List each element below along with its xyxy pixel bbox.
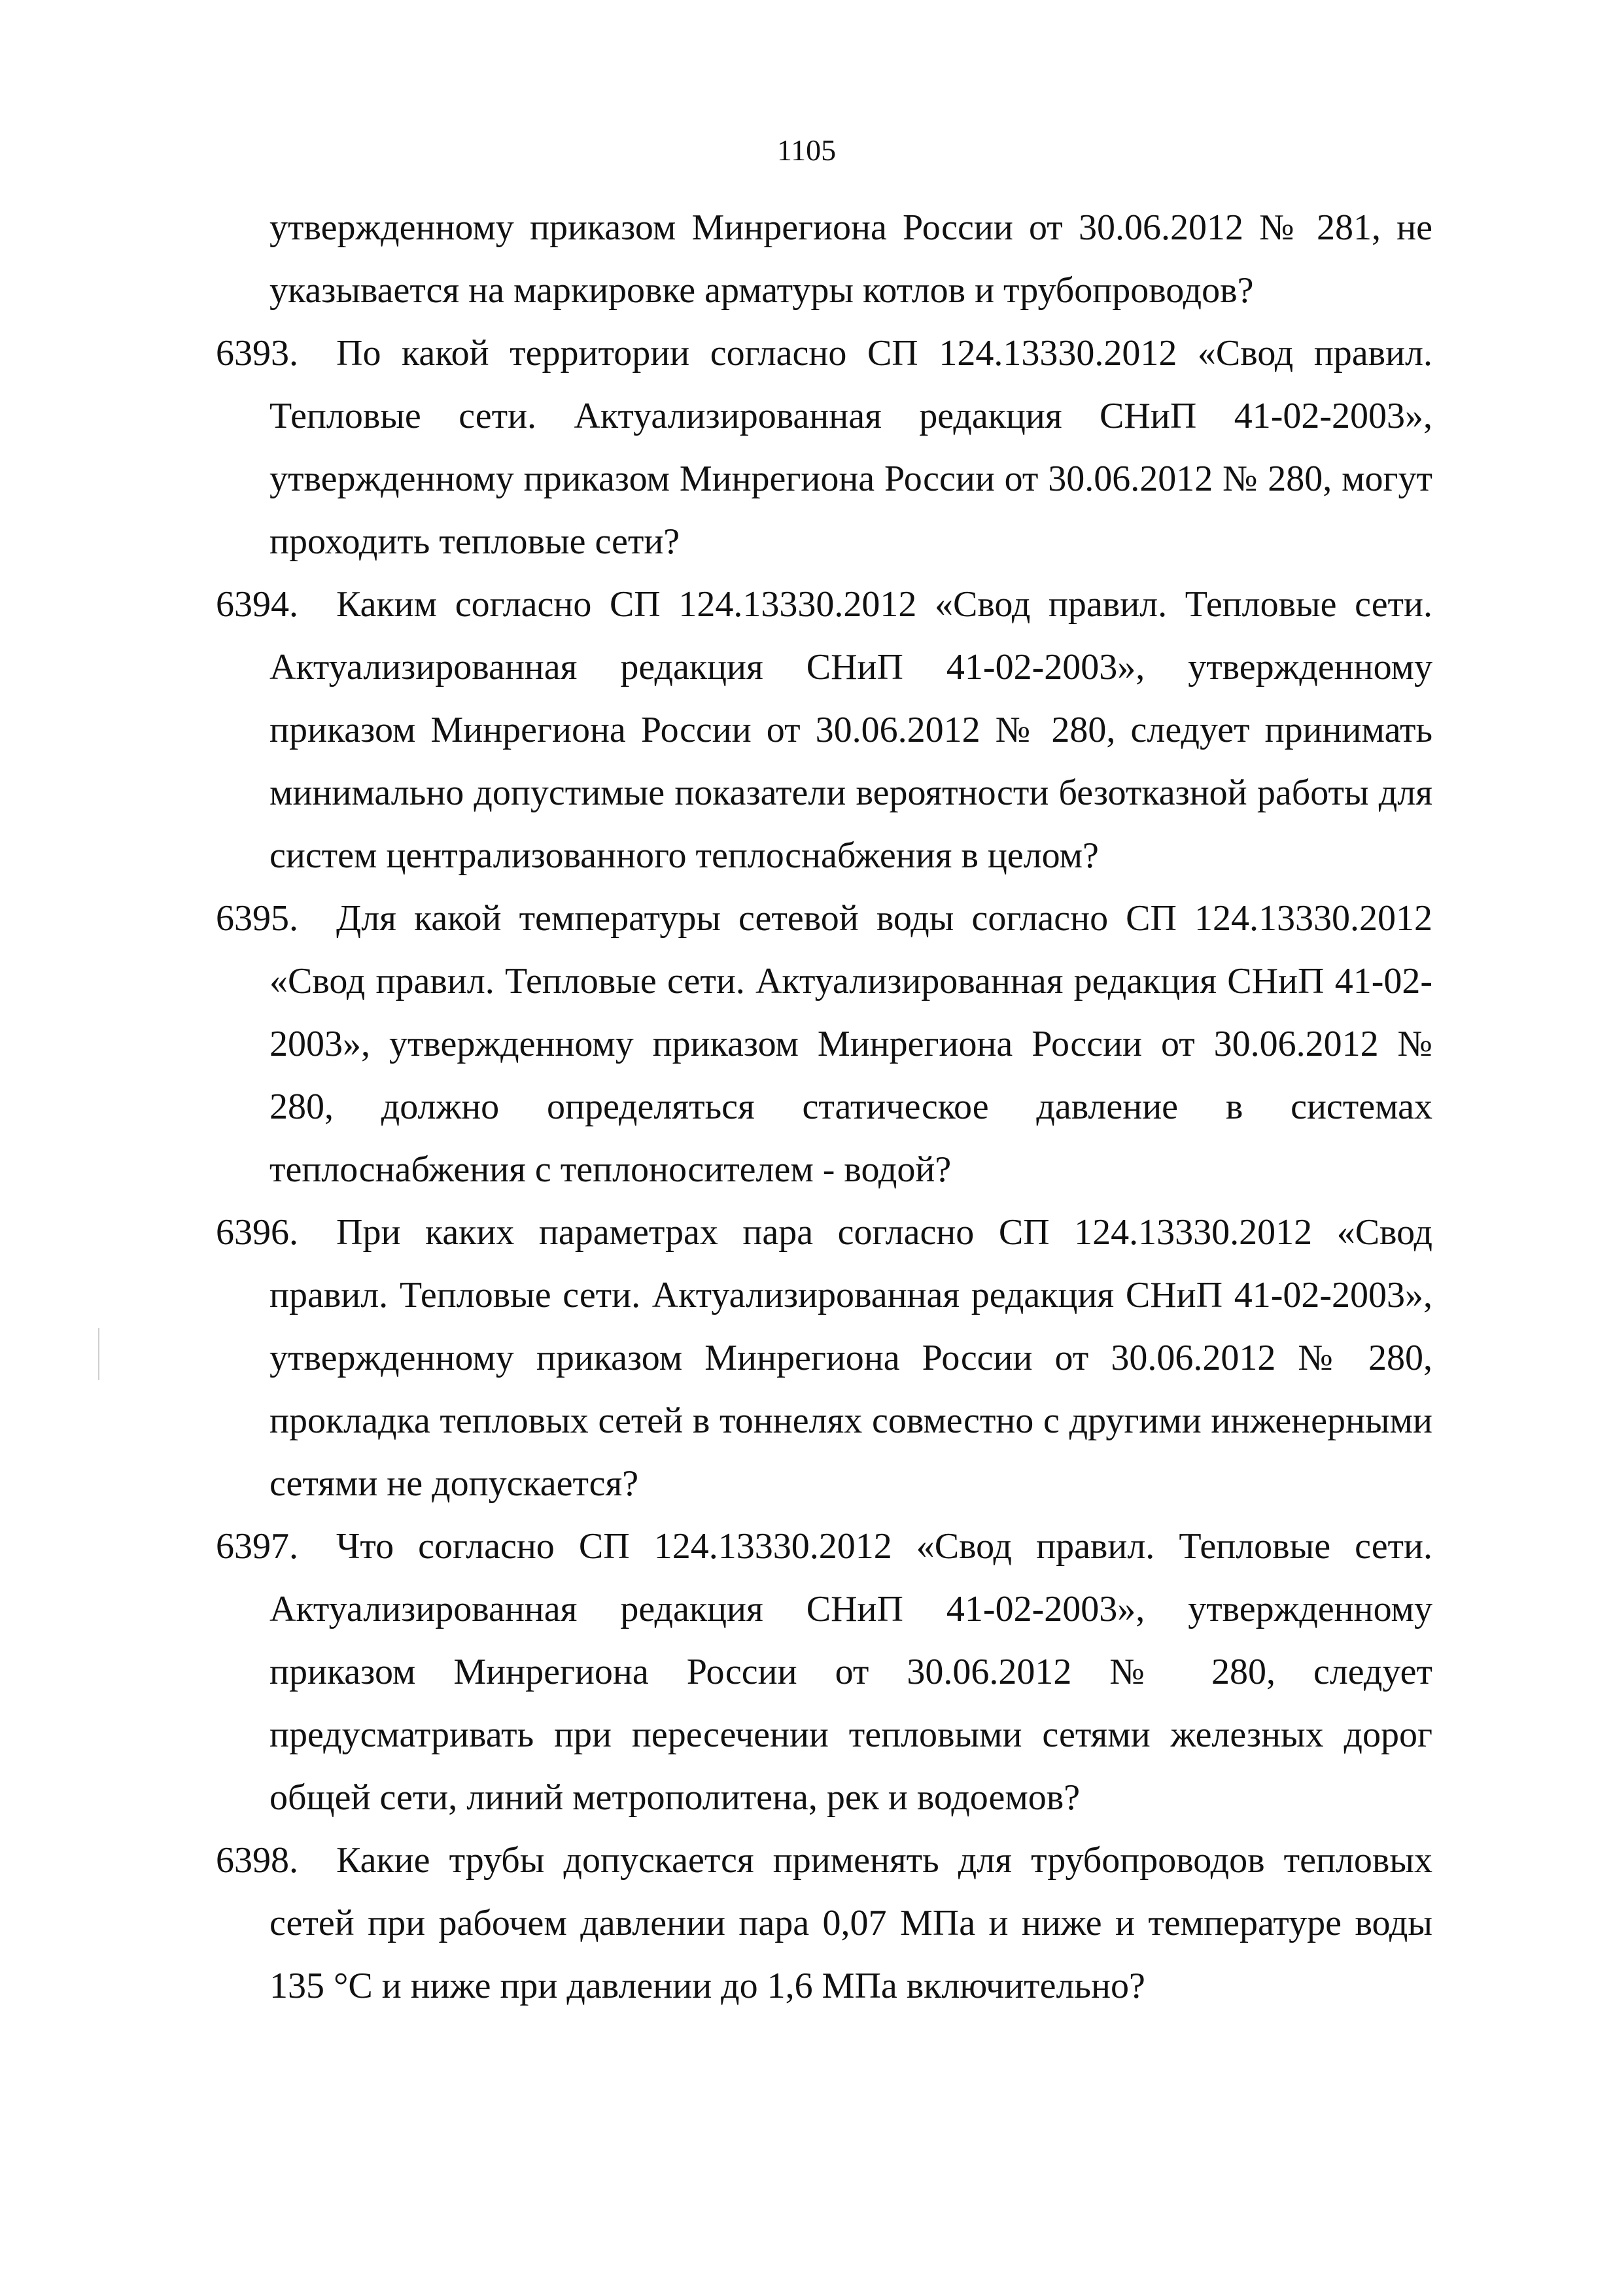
- question-text: Каким согласно СП 124.13330.2012 «Свод правил. Тепловые сети. Актуализированная редакция СНиП 41-02-2003», утвержденному приказом Минрегиона России от 30.06.2012 № 280, следует принимать минимально допустимые показатели вероятности безотказной работы для систем централизованного теплоснабжения в целом?: [269, 584, 1432, 876]
- list-item: [216, 573, 1432, 887]
- list-item: [216, 1515, 1432, 1829]
- question-number: 6396.: [216, 1212, 298, 1253]
- question-number: 6393.: [216, 333, 298, 374]
- questions-list: [216, 196, 1432, 2017]
- list-item: [216, 322, 1432, 573]
- list-item: [216, 1201, 1432, 1515]
- list-item: [216, 1829, 1432, 2017]
- question-number: 6398.: [216, 1840, 298, 1881]
- question-number: 6395.: [216, 898, 298, 939]
- page-number: 1105: [776, 133, 837, 167]
- question-text: По какой территории согласно СП 124.13330.2012 «Свод правил. Тепловые сети. Актуализированная редакция СНиП 41-02-2003», утвержденному приказом Минрегиона России от 30.06.2012 № 280, могут проходить тепловые сети?: [269, 333, 1432, 562]
- question-text: Для какой температуры сетевой воды согласно СП 124.13330.2012 «Свод правил. Тепловые сети. Актуализированная редакция СНиП 41-02-2003», утвержденному приказом Минрегиона России от 30.06.2012 № 280, должно определяться статическое давление в системах теплоснабжения с теплоносителем - водой?: [269, 898, 1432, 1190]
- scan-margin-mark: [98, 1328, 99, 1380]
- question-number: 6394.: [216, 584, 298, 625]
- question-text: Что согласно СП 124.13330.2012 «Свод правил. Тепловые сети. Актуализированная редакция СНиП 41-02-2003», утвержденному приказом Минрегиона России от 30.06.2012 № 280, следует предусматривать при пересечении тепловыми сетями железных дорог общей сети, линий метрополитена, рек и водоемов?: [269, 1526, 1432, 1818]
- question-text: При каких параметрах пара согласно СП 124.13330.2012 «Свод правил. Тепловые сети. Актуализированная редакция СНиП 41-02-2003», утвержденному приказом Минрегиона России от 30.06.2012 № 280, прокладка тепловых сетей в тоннелях совместно с другими инженерными сетями не допускается?: [269, 1212, 1432, 1504]
- continued-question-text: утвержденному приказом Минрегиона России от 30.06.2012 № 281, не указывается на маркировке арматуры котлов и трубопроводов?: [269, 207, 1432, 311]
- list-item: [216, 887, 1432, 1201]
- question-text: Какие трубы допускается применять для трубопроводов тепловых сетей при рабочем давлении пара 0,07 МПа и ниже и температуре воды 135 °С и ниже при давлении до 1,6 МПа включительно?: [269, 1840, 1432, 2006]
- question-number: 6397.: [216, 1526, 298, 1567]
